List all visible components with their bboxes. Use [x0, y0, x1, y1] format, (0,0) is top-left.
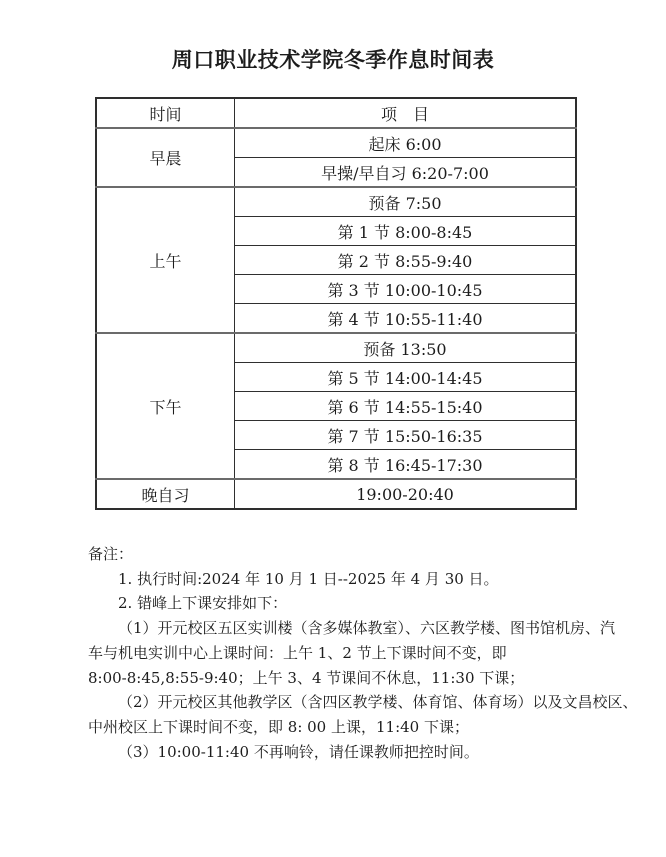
schedule-cell: 第 3 节 10:00-10:45	[235, 275, 577, 304]
schedule-cell: 第 4 节 10:55-11:40	[235, 304, 577, 334]
schedule-cell: 起床 6:00	[235, 128, 577, 158]
schedule-cell: 第 5 节 14:00-14:45	[235, 363, 577, 392]
table-row	[96, 333, 576, 363]
period-cell-evening: 晚自习	[96, 479, 235, 509]
note-line: （2）开元校区其他教学区（含四区教学楼、体育馆、体育场）以及文昌校区、	[118, 693, 638, 712]
schedule-table	[95, 97, 577, 510]
schedule-cell: 预备 7:50	[235, 187, 577, 217]
page-title: 周口职业技术学院冬季作息时间表	[171, 47, 495, 72]
table-header-row	[96, 98, 576, 128]
table-row	[96, 187, 576, 217]
schedule-cell: 19:00-20:40	[235, 479, 577, 509]
period-cell-morning: 早晨	[96, 128, 235, 187]
schedule-cell: 第 6 节 14:55-15:40	[235, 392, 577, 421]
table-row	[96, 479, 576, 509]
schedule-cell: 第 2 节 8:55-9:40	[235, 246, 577, 275]
schedule-cell: 第 1 节 8:00-8:45	[235, 217, 577, 246]
schedule-cell: 第 7 节 15:50-16:35	[235, 421, 577, 450]
schedule-cell: 早操/早自习 6:20-7:00	[235, 158, 577, 188]
period-cell-afternoon: 下午	[96, 333, 235, 479]
notes-heading: 备注：	[88, 545, 134, 563]
schedule-cell: 第 8 节 16:45-17:30	[235, 450, 577, 480]
note-line: 8:00-8:45,8:55-9:40；上午 3、4 节课间不休息，11:30 下课；	[88, 668, 525, 687]
column-header-item: 项 目	[235, 98, 577, 128]
note-line: 2. 错峰上下课安排如下：	[118, 594, 288, 613]
note-line: 中州校区上下课时间不变，即 8: 00 上课，11:40 下课；	[88, 717, 469, 736]
schedule-cell: 预备 13:50	[235, 333, 577, 363]
column-header-time: 时间	[96, 98, 235, 128]
note-line: （3）10:00-11:40 不再响铃，请任课教师把控时间。	[118, 742, 479, 761]
period-cell-forenoon: 上午	[96, 187, 235, 333]
note-line: （1）开元校区五区实训楼（含多媒体教室）、六区教学楼、图书馆机房、汽	[118, 619, 616, 638]
table-row	[96, 128, 576, 158]
notes-section	[88, 542, 638, 764]
note-line: 1. 执行时间:2024 年 10 月 1 日--2025 年 4 月 30 日。	[118, 569, 499, 588]
note-line: 车与机电实训中心上课时间：上午 1、2 节上下课时间不变，即	[88, 643, 507, 662]
